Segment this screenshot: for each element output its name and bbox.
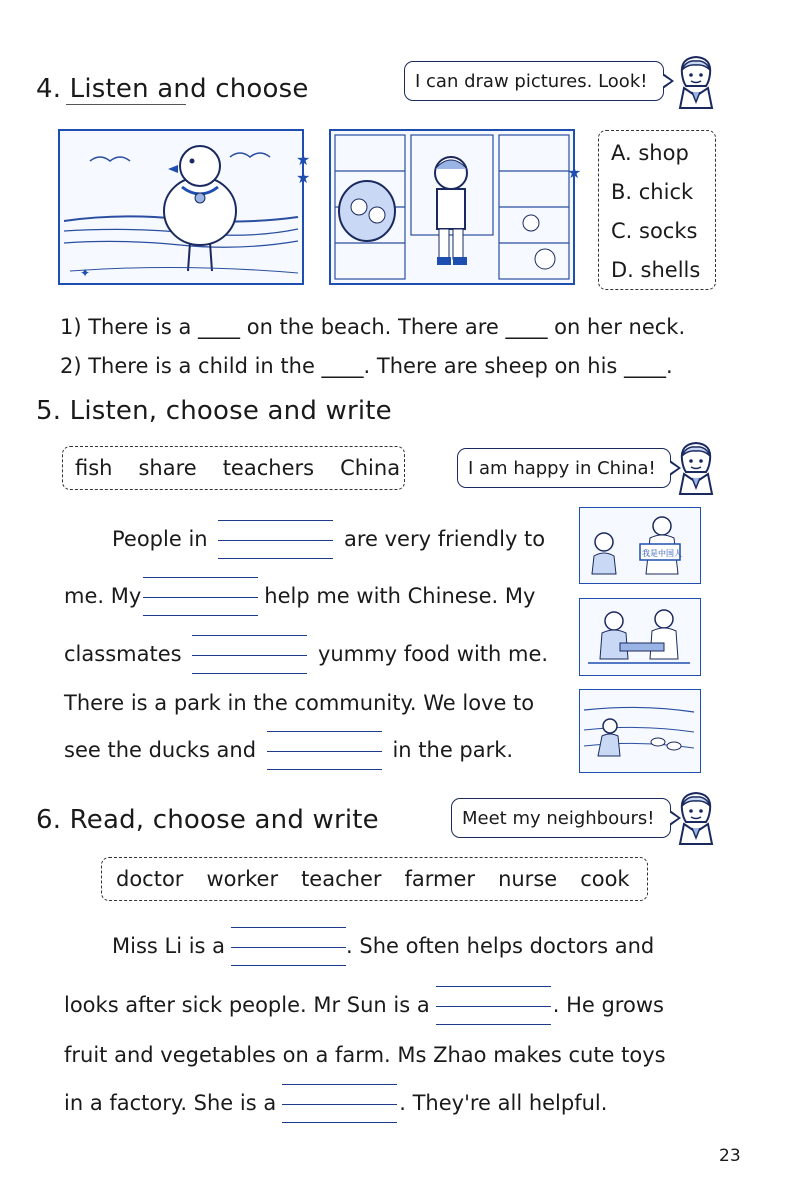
section-5-title: 5. Listen, choose and write xyxy=(36,396,392,426)
word-bank xyxy=(101,857,648,901)
speech-bubble xyxy=(457,448,671,488)
passage-text: help me with Chinese. My xyxy=(264,584,536,608)
word-bank-item: cook xyxy=(580,867,630,891)
passage-text: Miss Li is a xyxy=(112,934,226,958)
passage-line xyxy=(64,1084,607,1124)
question-1: 1) There is a ____ on the beach. There are ____ on her neck. xyxy=(60,315,686,339)
option-c: C. socks xyxy=(611,219,698,243)
passage-text: . She often helps doctors and xyxy=(346,934,655,958)
question-2: 2) There is a child in the ____. There are sheep on his ____. xyxy=(60,354,673,378)
passage-text: in the park. xyxy=(392,738,514,762)
passage-line: There is a park in the community. We love to xyxy=(64,691,535,715)
answer-blank[interactable] xyxy=(218,520,333,560)
word-bank-item: China xyxy=(340,456,401,480)
passage-text: People in xyxy=(112,527,208,551)
star-icon: ★ xyxy=(296,150,311,169)
passage-line xyxy=(112,520,545,560)
passage-text: yummy food with me. xyxy=(317,642,549,666)
passage-text: in a factory. She is a xyxy=(64,1091,277,1115)
sharing-food-picture xyxy=(579,598,701,676)
passage-text: classmates xyxy=(64,642,182,666)
word-bank-item: doctor xyxy=(116,867,184,891)
star-icon: ★ xyxy=(567,163,582,182)
boy-avatar-icon xyxy=(672,438,720,498)
option-d: D. shells xyxy=(611,258,701,282)
passage-line xyxy=(64,986,664,1026)
options-box xyxy=(598,130,716,290)
boy-avatar-icon xyxy=(672,788,720,848)
passage-text: are very friendly to xyxy=(343,527,546,551)
speech-bubble-text: I am happy in China! xyxy=(468,457,656,479)
passage-text: . They're all helpful. xyxy=(399,1091,608,1115)
word-bank-item: teacher xyxy=(301,867,382,891)
answer-blank[interactable] xyxy=(231,927,346,967)
passage-text: me. My xyxy=(64,584,142,608)
section-6-title: 6. Read, choose and write xyxy=(36,805,379,835)
svg-text:✦: ✦ xyxy=(80,266,91,280)
answer-blank[interactable] xyxy=(267,731,382,771)
park-ducks-picture xyxy=(579,689,701,773)
option-a: A. shop xyxy=(611,141,689,165)
answer-blank[interactable] xyxy=(282,1084,397,1124)
speech-bubble xyxy=(451,798,671,838)
passage-line xyxy=(64,577,535,617)
answer-blank[interactable] xyxy=(436,986,551,1026)
passage-line xyxy=(112,927,654,967)
child-shop-picture xyxy=(329,129,575,285)
teacher-student-picture xyxy=(579,507,701,584)
word-bank-item: share xyxy=(138,456,197,480)
answer-blank[interactable] xyxy=(143,577,258,617)
passage-text: . He grows xyxy=(552,993,664,1017)
word-bank-item: worker xyxy=(206,867,279,891)
boy-avatar-icon xyxy=(672,52,720,112)
word-bank xyxy=(62,446,405,490)
passage-line xyxy=(64,731,513,771)
title-underline xyxy=(66,104,186,105)
passage-text: see the ducks and xyxy=(64,738,257,762)
answer-blank[interactable] xyxy=(192,635,307,675)
word-bank-item: fish xyxy=(75,456,113,480)
passage-line xyxy=(64,635,548,675)
option-b: B. chick xyxy=(611,180,694,204)
word-bank-item: farmer xyxy=(404,867,476,891)
picture-card-text: 我是中国人 xyxy=(642,549,682,558)
star-icon: ★ xyxy=(296,168,311,187)
speech-bubble-text: I can draw pictures. Look! xyxy=(415,70,648,92)
passage-line: fruit and vegetables on a farm. Ms Zhao makes cute toys xyxy=(64,1043,666,1067)
page-number: 23 xyxy=(719,1146,741,1166)
chick-beach-picture xyxy=(58,129,304,285)
word-bank-item: teachers xyxy=(222,456,315,480)
passage-text: looks after sick people. Mr Sun is a xyxy=(64,993,430,1017)
word-bank-item: nurse xyxy=(498,867,558,891)
speech-bubble-text: Meet my neighbours! xyxy=(462,807,655,829)
section-4-title: 4. Listen and choose xyxy=(36,74,309,104)
speech-bubble xyxy=(404,61,664,101)
